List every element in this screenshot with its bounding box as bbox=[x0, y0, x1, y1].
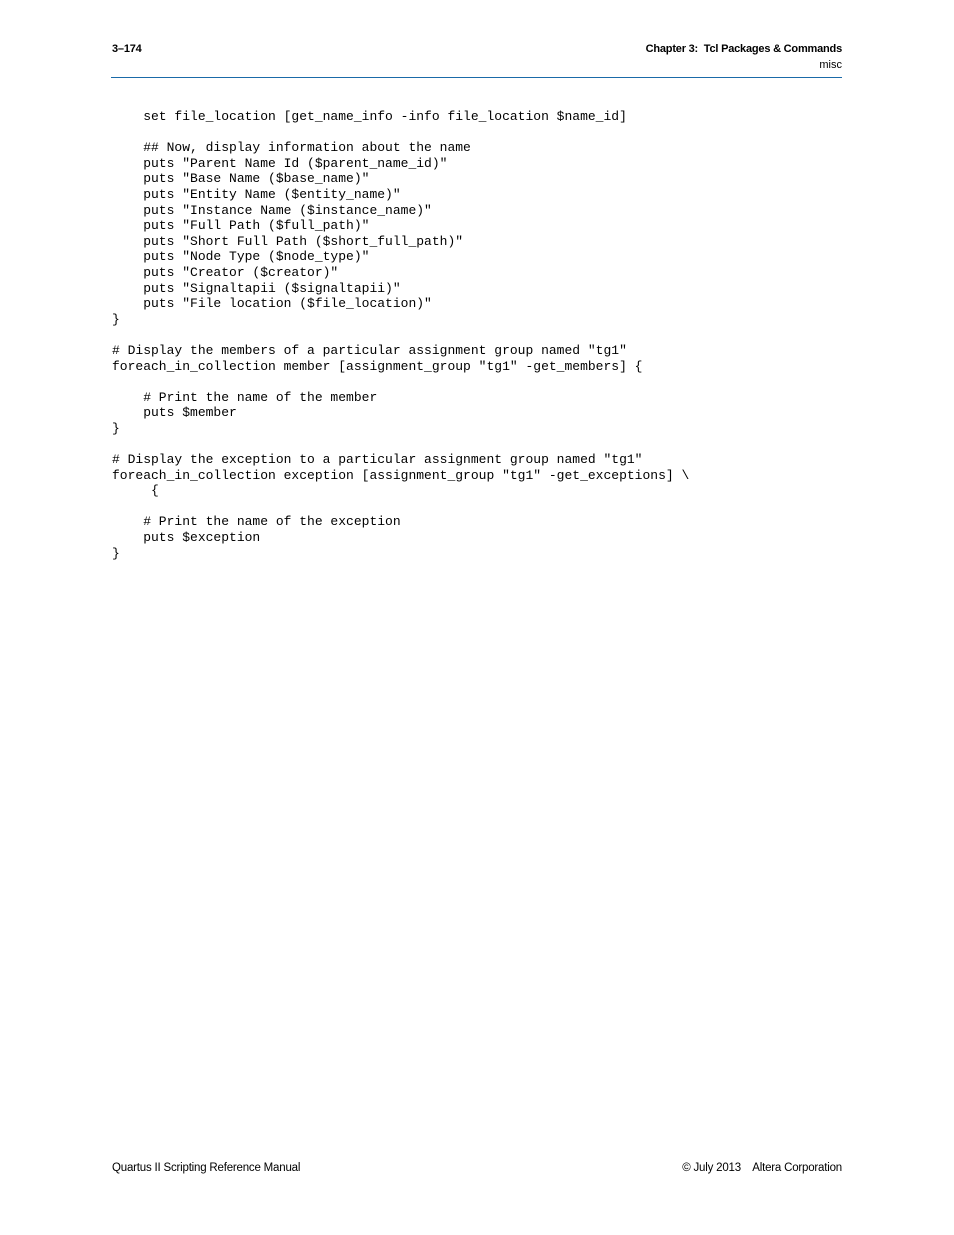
chapter-title: Chapter 3: Tcl Packages & Commands bbox=[645, 43, 842, 55]
code-example: set file_location [get_name_info -info file_location $name_id] ## Now, display information about the name puts "Parent Name Id ($parent_name_id)" puts "Base Name ($base_name)" puts "Entity Name ($entity_name)" puts "Instance Name ($instance_name)" puts "Full Path ($full_path)" puts "Short Full Path ($short_full_path)" puts "Node Type ($node_type)" puts "Creator ($creator)" puts "Signaltapii ($signaltapii)" puts "File location ($file_location)" } # Display the members of a particular assignment group named "tg1" foreach_in_collection member [assignment_group "tg1" -get_members] { # Print the name of the member puts $member } # Display the exception to a particular assignment group named "tg1" foreach_in_collection exception [assignment_group "tg1" -get_exceptions] \ { # Print the name of the exception puts $exception } bbox=[112, 109, 690, 561]
header-divider bbox=[111, 77, 842, 78]
section-name: misc bbox=[819, 59, 842, 71]
copyright-notice: © July 2013 Altera Corporation bbox=[682, 1162, 842, 1174]
page-number: 3–174 bbox=[112, 43, 142, 55]
manual-title: Quartus II Scripting Reference Manual bbox=[112, 1162, 301, 1174]
